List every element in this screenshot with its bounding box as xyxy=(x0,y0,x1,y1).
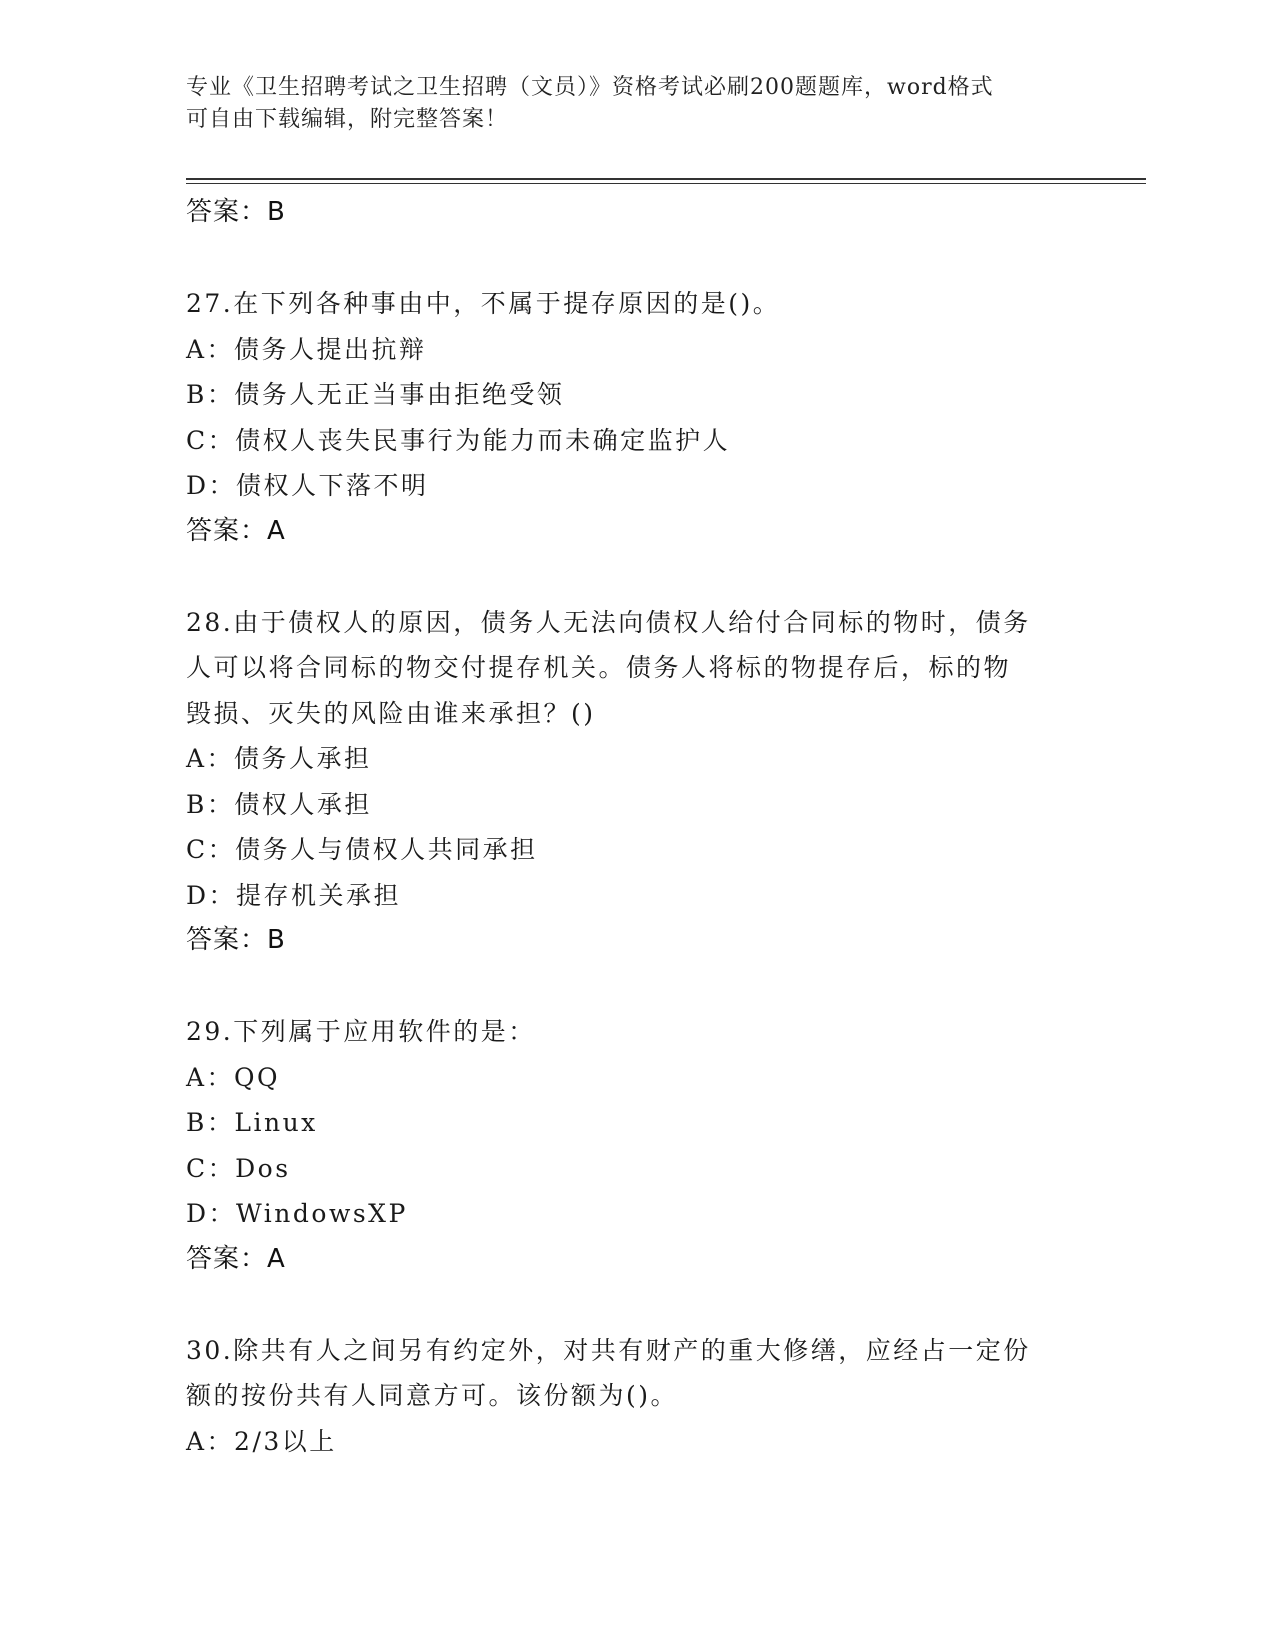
header-line-2: 可自由下载编辑，附完整答案！ xyxy=(186,107,509,132)
header-divider-thin xyxy=(186,183,1146,184)
header-line-1: 专业《卫生招聘考试之卫生招聘（文员）》资格考试必刷200题题库，word格式 xyxy=(186,75,994,100)
option-c: C：Dos xyxy=(186,1153,291,1183)
option-b: B：债权人承担 xyxy=(186,789,372,819)
answer-line: 答案：A xyxy=(186,1243,286,1274)
question-text: 27.在下列各种事由中，不属于提存原因的是()。 xyxy=(186,289,781,318)
header-divider-thick xyxy=(186,178,1146,180)
option-a: A：债务人承担 xyxy=(186,744,372,773)
question-text: 30.除共有人之间另有约定外，对共有财产的重大修缮，应经占一定份 xyxy=(186,1335,1031,1365)
question-block xyxy=(186,281,1086,554)
answer-line: 答案：B xyxy=(186,197,286,227)
option-c: C：债务人与债权人共同承担 xyxy=(186,835,538,864)
document-header xyxy=(186,72,1086,136)
option-d: D：债权人下落不明 xyxy=(186,471,429,500)
question-text: 29.下列属于应用软件的是： xyxy=(186,1017,536,1046)
spacer xyxy=(186,964,1086,1010)
option-d: D：提存机关承担 xyxy=(186,880,402,910)
answer-line: 答案：A xyxy=(186,515,286,546)
question-text: 毁损、灭失的风险由谁来承担？() xyxy=(186,698,596,728)
question-list xyxy=(186,190,1086,1464)
option-b: B：债务人无正当事由拒绝受领 xyxy=(186,380,565,409)
spacer xyxy=(186,236,1086,282)
question-block xyxy=(186,600,1086,964)
question-block xyxy=(186,1328,1086,1465)
spacer xyxy=(186,1282,1086,1328)
question-text: 人可以将合同标的物交付提存机关。债务人将标的物提存后，标的物 xyxy=(186,653,1012,682)
option-d: D：WindowsXP xyxy=(186,1199,408,1228)
option-c: C：债权人丧失民事行为能力而未确定监护人 xyxy=(186,425,731,455)
option-b: B：Linux xyxy=(186,1108,318,1137)
option-a: A：债务人提出抗辩 xyxy=(186,334,427,364)
question-text: 28.由于债权人的原因，债务人无法向债权人给付合同标的物时，债务 xyxy=(186,607,1031,637)
option-a: A：2/3以上 xyxy=(186,1426,337,1456)
question-text: 额的按份共有人同意方可。该份额为()。 xyxy=(186,1381,679,1410)
spacer xyxy=(186,554,1086,600)
question-block xyxy=(186,1009,1086,1282)
option-a: A：QQ xyxy=(186,1062,281,1092)
answer-line: 答案：B xyxy=(186,925,286,955)
